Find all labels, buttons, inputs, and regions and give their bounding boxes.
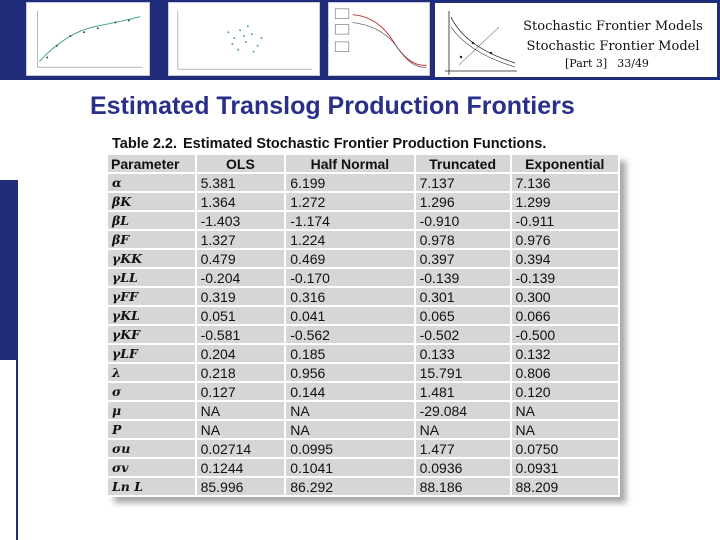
table-body [108, 173, 619, 496]
column-header-truncated: Truncated [415, 155, 511, 173]
table-cell-half-normal: 1.272 [285, 192, 414, 211]
table-cell-half-normal: -1.174 [285, 211, 414, 230]
table-row [108, 363, 619, 382]
table-cell-truncated: NA [415, 420, 511, 439]
table-cell-exponential: 88.209 [511, 477, 619, 496]
table-cell-exponential: 0.300 [511, 287, 619, 306]
table-cell-truncated: 15.791 [415, 363, 511, 382]
table-cell-truncated: 0.065 [415, 306, 511, 325]
table-cell-half-normal: 0.041 [285, 306, 414, 325]
table-cell-ols: 1.364 [196, 192, 286, 211]
table-cell-exponential: 0.132 [511, 344, 619, 363]
table-cell-ols: 5.381 [196, 173, 286, 192]
table-cell-half-normal: -0.562 [285, 325, 414, 344]
table-row [108, 477, 619, 496]
table-cell-ols: -1.403 [196, 211, 286, 230]
column-header-half-normal: Half Normal [285, 155, 414, 173]
table-cell-truncated: 7.137 [415, 173, 511, 192]
table-row [108, 325, 619, 344]
thumbnail-scatter-fit-graphic [27, 3, 149, 75]
table-cell-half-normal: 0.956 [285, 363, 414, 382]
header-title-box [432, 0, 720, 80]
table-row [108, 192, 619, 211]
table-row [108, 249, 619, 268]
table-cell-exponential: -0.500 [511, 325, 619, 344]
table-cell-truncated: -0.502 [415, 325, 511, 344]
table-cell-truncated: 1.296 [415, 192, 511, 211]
table-row [108, 458, 619, 477]
table-cell-truncated: 1.481 [415, 382, 511, 401]
table-row [108, 230, 619, 249]
table-caption [108, 136, 628, 155]
table-cell-ols: 0.204 [196, 344, 286, 363]
table-cell-parameter: γKL [108, 306, 196, 325]
table-cell-parameter: βK [108, 192, 196, 211]
side-bar-light [0, 80, 18, 180]
table-cell-half-normal: 0.1041 [285, 458, 414, 477]
thumbnail-density-graphic [329, 3, 429, 75]
thumbnail-scatter [168, 2, 320, 76]
table-cell-truncated: 1.477 [415, 439, 511, 458]
table-row [108, 401, 619, 420]
table-cell-exponential: 7.136 [511, 173, 619, 192]
column-header-parameter: Parameter [108, 155, 196, 173]
table-cell-truncated: 0.301 [415, 287, 511, 306]
slide-heading: Estimated Translog Production Frontiers [90, 92, 575, 120]
table-cell-ols: -0.581 [196, 325, 286, 344]
table-cell-half-normal: 6.199 [285, 173, 414, 192]
table-header-row [108, 155, 619, 173]
header-title-line1: Stochastic Frontier Models [523, 19, 703, 34]
table-cell-parameter: γLL [108, 268, 196, 287]
table-cell-half-normal: NA [285, 420, 414, 439]
table-cell-parameter: βF [108, 230, 196, 249]
table-cell-ols: 0.051 [196, 306, 286, 325]
table-cell-parameter: βL [108, 211, 196, 230]
table-cell-parameter: Ln L [108, 477, 196, 496]
table-row [108, 420, 619, 439]
table-cell-ols: 0.127 [196, 382, 286, 401]
table-shadow [108, 155, 620, 497]
table-row [108, 268, 619, 287]
table-cell-truncated: 0.397 [415, 249, 511, 268]
table-cell-truncated: 0.0936 [415, 458, 511, 477]
table-cell-parameter: α [108, 173, 196, 192]
table-cell-ols: 1.327 [196, 230, 286, 249]
table-cell-half-normal: -0.170 [285, 268, 414, 287]
table-cell-truncated: 0.133 [415, 344, 511, 363]
table-cell-exponential: 0.0931 [511, 458, 619, 477]
table-cell-ols: 0.1244 [196, 458, 286, 477]
table-cell-truncated: 0.978 [415, 230, 511, 249]
table-cell-parameter: γKK [108, 249, 196, 268]
table-cell-half-normal: 1.224 [285, 230, 414, 249]
table-cell-exponential: 0.806 [511, 363, 619, 382]
table-cell-parameter: γFF [108, 287, 196, 306]
table-cell-exponential: -0.911 [511, 211, 619, 230]
table-row [108, 287, 619, 306]
table-row [108, 173, 619, 192]
table-cell-half-normal: 0.185 [285, 344, 414, 363]
table-cell-ols: -0.204 [196, 268, 286, 287]
thumbnail-scatter-fit [26, 2, 150, 76]
table-cell-parameter: σu [108, 439, 196, 458]
table-cell-exponential: NA [511, 420, 619, 439]
table-row [108, 344, 619, 363]
table-cell-ols: 85.996 [196, 477, 286, 496]
table-cell-parameter: λ [108, 363, 196, 382]
side-bar-line [16, 360, 18, 540]
table-cell-half-normal: NA [285, 401, 414, 420]
table-cell-half-normal: 0.0995 [285, 439, 414, 458]
table-cell-parameter: γLF [108, 344, 196, 363]
estimates-table-container [108, 136, 628, 497]
header-title-line2: Stochastic Frontier Model [526, 39, 700, 54]
table-cell-exponential: 0.120 [511, 382, 619, 401]
estimates-table [108, 155, 620, 497]
table-cell-truncated: 88.186 [415, 477, 511, 496]
table-cell-parameter: σ [108, 382, 196, 401]
table-cell-exponential: 0.976 [511, 230, 619, 249]
table-cell-truncated: -0.910 [415, 211, 511, 230]
table-caption-text: Estimated Stochastic Frontier Production Functions. [183, 136, 547, 152]
table-row [108, 439, 619, 458]
table-cell-exponential: 1.299 [511, 192, 619, 211]
header-page-info [565, 57, 659, 70]
header-page-label: 33/49 [617, 57, 649, 70]
table-cell-truncated: -0.139 [415, 268, 511, 287]
table-cell-half-normal: 0.144 [285, 382, 414, 401]
table-cell-parameter: γKF [108, 325, 196, 344]
column-header-exponential: Exponential [511, 155, 619, 173]
table-cell-half-normal: 0.469 [285, 249, 414, 268]
table-cell-ols: 0.218 [196, 363, 286, 382]
table-cell-exponential: 0.0750 [511, 439, 619, 458]
table-cell-truncated: -29.084 [415, 401, 511, 420]
table-cell-exponential: 0.066 [511, 306, 619, 325]
table-cell-parameter: P [108, 420, 196, 439]
table-cell-exponential: 0.394 [511, 249, 619, 268]
table-row [108, 211, 619, 230]
table-row [108, 306, 619, 325]
table-row [108, 382, 619, 401]
table-number: Table 2.2. [112, 136, 178, 152]
table-cell-ols: 0.02714 [196, 439, 286, 458]
table-cell-ols: 0.479 [196, 249, 286, 268]
table-cell-exponential: -0.139 [511, 268, 619, 287]
table-cell-half-normal: 0.316 [285, 287, 414, 306]
table-cell-parameter: σv [108, 458, 196, 477]
thumbnail-density [328, 2, 430, 76]
table-cell-exponential: NA [511, 401, 619, 420]
thumbnail-scatter-graphic [169, 3, 319, 75]
table-cell-parameter: μ [108, 401, 196, 420]
table-cell-ols: 0.319 [196, 287, 286, 306]
side-bar-dark [0, 180, 18, 360]
column-header-ols: OLS [196, 155, 286, 173]
frontier-graph-icon [439, 7, 519, 77]
table-cell-half-normal: 86.292 [285, 477, 414, 496]
table-cell-ols: NA [196, 420, 286, 439]
header-part-label: [Part 3] [565, 57, 608, 70]
table-cell-ols: NA [196, 401, 286, 420]
